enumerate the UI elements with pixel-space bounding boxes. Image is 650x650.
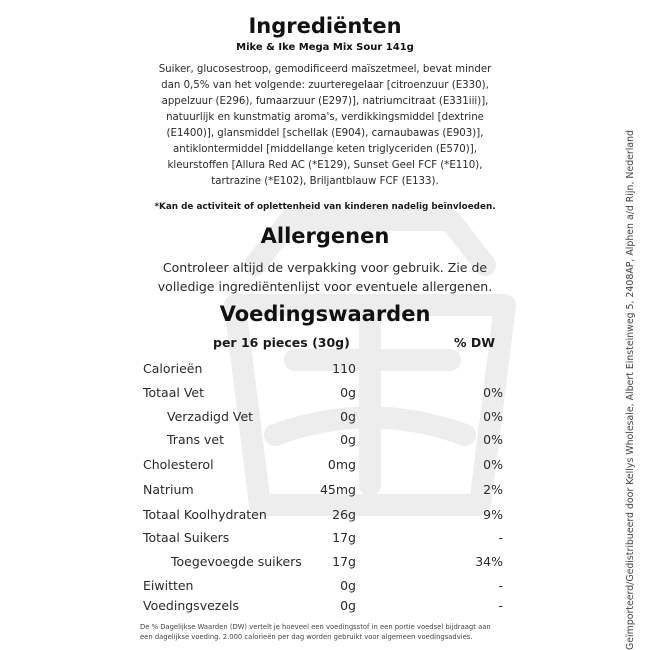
nutrient-amount: 17g bbox=[332, 554, 356, 569]
nutrient-label: Trans vet bbox=[167, 432, 224, 447]
ingredients-line: Suiker, glucosestroop, gemodificeerd maïszetmeel, bevat minder bbox=[158, 64, 492, 75]
nutrient-daily-value: 2% bbox=[483, 482, 503, 497]
nutrient-label: Eiwitten bbox=[143, 578, 194, 593]
nutrient-daily-value: 9% bbox=[483, 507, 503, 522]
allergens-line: volledige ingrediëntenlijst voor eventuele allergenen. bbox=[157, 279, 493, 294]
nutrient-label: Totaal Suikers bbox=[143, 530, 230, 545]
nutrition-row bbox=[0, 530, 650, 552]
allergens-text bbox=[150, 258, 500, 296]
footnote-line: een dagelijkse voeding. 2.000 calorieën per dag worden gebruikt voor algemeen voedingsadvies. bbox=[140, 633, 473, 641]
nutrient-label: Natrium bbox=[143, 482, 194, 497]
nutrition-row bbox=[0, 554, 650, 576]
ingredients-heading: Ingrediënten bbox=[248, 14, 402, 38]
daily-value-footnote bbox=[140, 622, 510, 642]
nutrition-row bbox=[0, 432, 650, 454]
nutrient-amount: 0g bbox=[340, 409, 356, 424]
nutrition-row bbox=[0, 507, 650, 529]
product-name: Mike & Ike Mega Mix Sour 141g bbox=[236, 42, 414, 53]
nutrient-amount: 0g bbox=[340, 432, 356, 447]
ingredients-line: (E1400)], glansmiddel [schellak (E904), carnaubawas (E903)], bbox=[166, 128, 484, 139]
nutrient-amount: 110 bbox=[332, 361, 356, 376]
nutrition-row bbox=[0, 409, 650, 431]
nutrition-row bbox=[0, 482, 650, 504]
nutrient-daily-value: - bbox=[498, 530, 503, 545]
daily-value-header: % DW bbox=[454, 335, 496, 350]
nutrient-amount: 0mg bbox=[327, 457, 356, 472]
nutrient-amount: 26g bbox=[332, 507, 356, 522]
nutrient-label: Totaal Vet bbox=[143, 385, 204, 400]
ingredients-line: dan 0,5% van het volgende: zuurteregelaar [citroenzuur (E330), bbox=[161, 80, 489, 91]
ingredients-line: tartrazine (*E102), Briljantblauw FCF (E133). bbox=[211, 176, 439, 187]
nutrient-daily-value: - bbox=[498, 578, 503, 593]
nutrient-daily-value: 0% bbox=[483, 457, 503, 472]
ingredients-line: appelzuur (E296), fumaarzuur (E297)], natriumcitraat (E331iii)], bbox=[161, 96, 489, 107]
color-warning: *Kan de activiteit of oplettenheid van kinderen nadelig beïnvloeden. bbox=[154, 202, 496, 212]
nutrient-amount: 0g bbox=[340, 385, 356, 400]
ingredients-line: antiklontermiddel [middellange keten triglyceriden (E570)], bbox=[173, 144, 477, 155]
nutrient-label: Totaal Koolhydraten bbox=[143, 507, 267, 522]
nutrition-row bbox=[0, 457, 650, 479]
ingredients-text bbox=[138, 62, 512, 190]
nutrient-amount: 0g bbox=[340, 578, 356, 593]
nutrition-row bbox=[0, 598, 650, 620]
nutrient-daily-value: 34% bbox=[475, 554, 503, 569]
nutrition-heading: Voedingswaarden bbox=[219, 302, 431, 326]
nutrient-amount: 0g bbox=[340, 598, 356, 613]
nutrition-row bbox=[0, 578, 650, 600]
nutrient-label: Cholesterol bbox=[143, 457, 214, 472]
footnote-line: De % Dagelijkse Waarden (DW) vertelt je hoeveel een voedingsstof in een portie voedsel bijdraagt aan bbox=[140, 623, 491, 631]
nutrient-daily-value: - bbox=[498, 598, 503, 613]
nutrient-daily-value: 0% bbox=[483, 385, 503, 400]
nutrient-daily-value: 0% bbox=[483, 432, 503, 447]
nutrient-label: Verzadigd Vet bbox=[167, 409, 254, 424]
nutrient-amount: 17g bbox=[332, 530, 356, 545]
ingredients-line: kleurstoffen [Allura Red AC (*E129), Sunset Geel FCF (*E110), bbox=[167, 160, 483, 171]
nutrition-row bbox=[0, 361, 650, 383]
allergens-line: Controleer altijd de verpakking voor gebruik. Zie de bbox=[162, 260, 488, 275]
nutrition-row bbox=[0, 385, 650, 407]
nutrient-daily-value: 0% bbox=[483, 409, 503, 424]
allergens-heading: Allergenen bbox=[260, 224, 390, 248]
nutrient-label: Toegevoegde suikers bbox=[171, 554, 302, 569]
nutrient-label: Calorieën bbox=[143, 361, 203, 376]
nutrient-label: Voedingsvezels bbox=[143, 598, 240, 613]
nutrient-amount: 45mg bbox=[319, 482, 356, 497]
serving-size-header: per 16 pieces (30g) bbox=[213, 335, 350, 350]
importer-text: Geïmporteerd/Gedistribueerd door Kellys Wholesale, Albert Einsteinweg 5, 2408AP, Alphen a/d Rijn, Nederland bbox=[625, 129, 636, 650]
ingredients-line: natuurlijk en kunstmatig aroma's, verdikkingsmiddel [dextrine bbox=[166, 112, 484, 123]
